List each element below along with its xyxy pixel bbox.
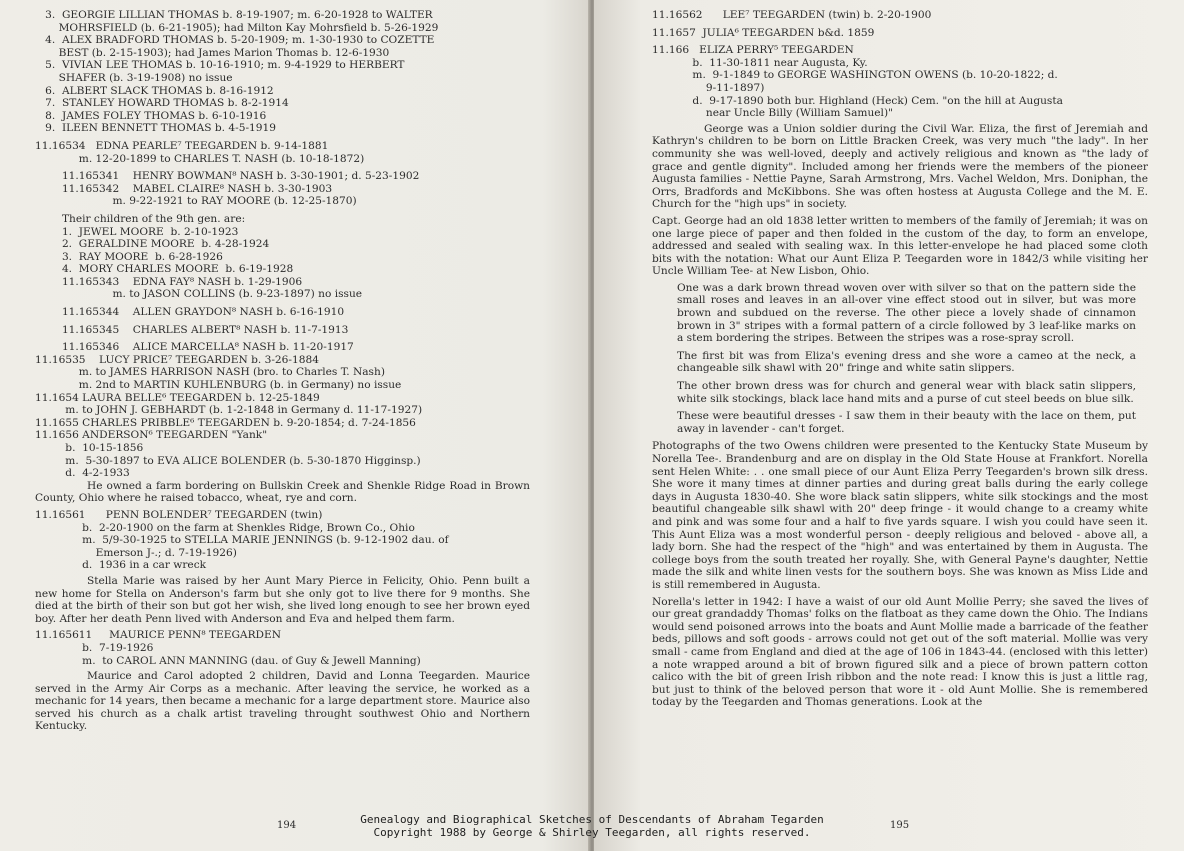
maurice-line: b. 7-19-1926: [35, 641, 154, 654]
genealogy-line: 3. GEORGIE LILLIAN THOMAS b. 8-19-1907; m. 6-20-1928 to WALTER: [35, 9, 433, 21]
genealogy-line: 9-11-1897): [652, 81, 765, 94]
genealogy-line: 11.16562 LEE⁷ TEEGARDEN (twin) b. 2-20-1900: [652, 9, 932, 21]
quote-church-dress: The other brown dress was for church and general wear with black satin slippers, white silk stockings, black lace hand mits and a purse of cut steel beeds on blue silk.: [677, 380, 1136, 405]
footer-title: Genealogy and Biographical Sketches of Descendants of Abraham Tegarden: [360, 813, 824, 826]
genealogy-line: Their children of the 9th gen. are:: [35, 212, 246, 225]
genealogy-line: 5. VIVIAN LEE THOMAS b. 10-16-1910; m. 9-4-1929 to HERBERT: [35, 59, 405, 72]
maurice-line: m. to CAROL ANN MANNING (dau. of Guy & Jewell Manning): [35, 654, 421, 667]
right-page: [594, 0, 1184, 851]
penn-line: d. 1936 in a car wreck: [35, 559, 207, 572]
genealogy-line: 11.166 ELIZA PERRY⁵ TEEGARDEN: [652, 44, 854, 57]
genealogy-line: m. 2nd to MARTIN KUHLENBURG (b. in Germany) no issue: [35, 379, 402, 392]
genealogy-line: m. to JASON COLLINS (b. 9-23-1897) no issue: [35, 288, 363, 301]
left-page: [0, 0, 590, 851]
quote-dark-brown-thread: One was a dark brown thread woven over with silver so that on the pattern side the small roses and leaves in an all-over vine effect stood out in silver, but was more brown and subdued on the reverse. The other piece a lovely shade of cinnamon brown in 3" stripes with a formal pattern of a circle followed by 3 leaf-like marks on a stem bordering the stripes. Between the stripes was a rose-spray scroll.: [677, 281, 1136, 345]
left-genealogy-entries: [35, 9, 530, 480]
genealogy-line: 4. ALEX BRADFORD THOMAS b. 5-20-1909; m. 1-30-1930 to COZETTE: [35, 34, 435, 47]
entry-maurice-penn: [35, 629, 530, 667]
genealogy-line: 11.165345 CHARLES ALBERT⁸ NASH b. 11-7-1913: [35, 323, 349, 336]
genealogy-line: 11.1656 ANDERSON⁶ TEEGARDEN "Yank": [35, 429, 268, 442]
genealogy-line: m. to JOHN J. GEBHARDT (b. 1-2-1848 in Germany d. 11-17-1927): [35, 404, 423, 417]
quote-beautiful-dresses: These were beautiful dresses - I saw them in their beauty with the lace on them, put away in lavender - can't forget.: [677, 410, 1136, 435]
paragraph-maurice: Maurice and Carol adopted 2 children, David and Lonna Teegarden. Maurice served in the Army Air Corps as a mechanic. After leaving the service, he worked as a mechanic for 14 years, then became a mechanic for a large department store. Maurice also served his church as a chalk artist traveling throught southwest Ohio and Northern Kentucky.: [35, 670, 530, 733]
genealogy-line: 11.16534 EDNA PEARLE⁷ TEEGARDEN b. 9-14-1881: [35, 139, 329, 152]
genealogy-line: SHAFER (b. 3-19-1908) no issue: [35, 71, 233, 84]
paragraph-capt-george: Capt. George had an old 1838 letter written to members of the family of Jeremiah; it was on one large piece of paper and then folded in the custom of the day, to form an envelope, addressed and sealed with sealing wax. In this letter-envelope he had placed some cloth bits with the notation: What our Aunt Eliza P. Teegarden wore in 1842/3 while visiting her Uncle William Tee- at New Lisbon, Ohio.: [652, 214, 1148, 278]
genealogy-line: m. 9-22-1921 to RAY MOORE (b. 12-25-1870): [35, 195, 357, 208]
genealogy-line: 11.165343 EDNA FAY⁸ NASH b. 1-29-1906: [35, 275, 303, 288]
genealogy-line: 2. GERALDINE MOORE b. 4-28-1924: [35, 238, 270, 251]
genealogy-line: 11.1655 CHARLES PRIBBLE⁶ TEEGARDEN b. 9-20-1854; d. 7-24-1856: [35, 416, 416, 429]
genealogy-line: 11.165344 ALLEN GRAYDON⁸ NASH b. 6-16-1910: [35, 306, 345, 319]
genealogy-line: m. 9-1-1849 to GEORGE WASHINGTON OWENS (b. 10-20-1822; d.: [652, 69, 1058, 82]
genealogy-line: 11.16535 LUCY PRICE⁷ TEEGARDEN b. 3-26-1884: [35, 353, 319, 366]
genealogy-line: 11.1657 JULIA⁶ TEEGARDEN b&d. 1859: [652, 26, 875, 39]
genealogy-line: MOHRSFIELD (b. 6-21-1905); had Milton Kay Mohrsfield b. 5-26-1929: [35, 21, 439, 34]
genealogy-line: 11.165341 HENRY BOWMAN⁸ NASH b. 3-30-1901; d. 5-23-1902: [35, 170, 420, 183]
footer: [0, 813, 1184, 839]
paragraph-farm: He owned a farm bordering on Bullskin Creek and Shenkle Ridge Road in Brown County, Ohio where he raised tobacco, wheat, rye and corn.: [35, 479, 530, 505]
genealogy-line: b. 10-15-1856: [35, 442, 144, 454]
genealogy-line: d. 4-2-1933: [35, 467, 130, 480]
genealogy-line: 1. JEWEL MOORE b. 2-10-1923: [35, 225, 239, 238]
genealogy-line: 6. ALBERT SLACK THOMAS b. 8-16-1912: [35, 84, 274, 97]
footer-copyright: Copyright 1988 by George & Shirley Teegarden, all rights reserved.: [373, 826, 811, 839]
genealogy-line: 11.1654 LAURA BELLE⁶ TEEGARDEN b. 12-25-1849: [35, 391, 320, 404]
page-number-right: 195: [890, 820, 910, 831]
genealogy-line: 3. RAY MOORE b. 6-28-1926: [35, 250, 223, 263]
genealogy-line: near Uncle Billy (William Samuel)": [652, 107, 893, 120]
genealogy-line: 7. STANLEY HOWARD THOMAS b. 8-2-1914: [35, 97, 289, 110]
right-genealogy-entries: [652, 9, 1148, 120]
genealogy-line: 4. MORY CHARLES MOORE b. 6-19-1928: [35, 263, 294, 276]
maurice-line: 11.165611 MAURICE PENN⁸ TEEGARDEN: [35, 629, 282, 642]
paragraph-norella-letter: Norella's letter in 1942: I have a waist of our old Aunt Mollie Perry; she saved the lives of our great grandaddy Thomas' folks on the flatboat as they came down the Ohio. The Indians would send poisoned arrows into the boats and Aunt Mollie made a barricade of the feather beds, pillows and soft goods - arrows could not get out of the soft material. Mollie was very small - came from England and died at the age of 106 in 1843-44. (enclosed with this letter) a note wrapped around a bit of brown figured silk and a piece of brown pattern cotton calico with the bit of green Irish ribbon and the note read: I know this is just a little rag, but just to think of the beloved person that wore it - old Aunt Mollie. She is remembered today by the Teegarden and Thomas generations. Look at the: [652, 595, 1148, 709]
genealogy-line: 11.165342 MABEL CLAIRE⁸ NASH b. 3-30-1903: [35, 182, 333, 195]
paragraph-photographs: Photographs of the two Owens children were presented to the Kentucky State Museum by Norella Tee-. Brandenburg and are on display in the Old State House at Frankfort. Norella sent Helen White: . . one small piece of our Aunt Eliza Perry Teegarden's brown silk dress. She wore it many times at dinner parties and during great balls during the early college days in Augusta 1830-40. She wore black satin slippers, white silk stockings and the most beautiful changeable silk shawl with 20" deep fringe - it would change to a creamy white and pink and was some four and a half to five yards square. I wish you could have seen it. This Aunt Eliza was a most wonderful person - deeply religious and beloved - above all, a lady born. She had the respect of the "high" and was entertained by them in Augusta. The college boys from the south treated her royally. She, with General Payne's daughter, Nettie made the silk and white linen vests for the southern boys. She was known as Miss Lide and is still remembered in Augusta.: [652, 440, 1148, 591]
genealogy-line: 8. JAMES FOLEY THOMAS b. 6-10-1916: [35, 109, 267, 122]
quote-evening-dress: The first bit was from Eliza's evening dress and she wore a cameo at the neck, a changeable silk shawl with 20" fringe and white satin slippers.: [677, 349, 1136, 375]
paragraph-stella-marie: Stella Marie was raised by her Aunt Mary Pierce in Felicity, Ohio. Penn built a new home for Stella on Anderson's farm but she only got to live there for 9 months. She died at the birth of their son but got her wish, she lived long enough to see her brown eyed boy. After her death Penn lived with Anderson and Eva and helped them farm.: [35, 574, 530, 625]
page-number-left: 194: [277, 820, 297, 831]
genealogy-line: 9. ILEEN BENNETT THOMAS b. 4-5-1919: [35, 122, 276, 135]
genealogy-line: BEST (b. 2-15-1903); had James Marion Thomas b. 12-6-1930: [35, 46, 390, 59]
penn-line: m. 5/9-30-1925 to STELLA MARIE JENNINGS (b. 9-12-1902 dau. of: [35, 534, 449, 547]
genealogy-line: d. 9-17-1890 both bur. Highland (Heck) Cem. "on the hill at Augusta: [652, 94, 1063, 107]
entry-penn-bolender: [35, 509, 530, 572]
genealogy-line: 11.165346 ALICE MARCELLA⁸ NASH b. 11-20-1917: [35, 341, 354, 354]
penn-line: 11.16561 PENN BOLENDER⁷ TEEGARDEN (twin): [35, 508, 323, 521]
penn-line: Emerson J-.; d. 7-19-1926): [35, 546, 237, 559]
genealogy-line: m. to JAMES HARRISON NASH (bro. to Charles T. Nash): [35, 366, 385, 379]
genealogy-line: m. 12-20-1899 to CHARLES T. NASH (b. 10-18-1872): [35, 152, 365, 165]
genealogy-line: m. 5-30-1897 to EVA ALICE BOLENDER (b. 5-30-1870 Higginsp.): [35, 454, 421, 467]
penn-line: b. 2-20-1900 on the farm at Shenkles Ridge, Brown Co., Ohio: [35, 521, 415, 534]
genealogy-line: b. 11-30-1811 near Augusta, Ky.: [652, 56, 868, 69]
paragraph-george: George was a Union soldier during the Civil War. Eliza, the first of Jeremiah and Kathryn's children to be born on Little Bracken Creek, was very much "the lady". In her community she was well-loved, deeply and actively religious and known as "the lady of grace and gentle dignity". Included among her friends were the members of the pioneer Augusta families - Nettie Payne, Sarah Armstrong, Mrs. Vachel Weldon, Mrs. Doniphan, the Orrs, Bradfords and McKibbons. She was often hostess at Augusta College and the M. E. Church for the "high ups" in society.: [652, 122, 1148, 211]
